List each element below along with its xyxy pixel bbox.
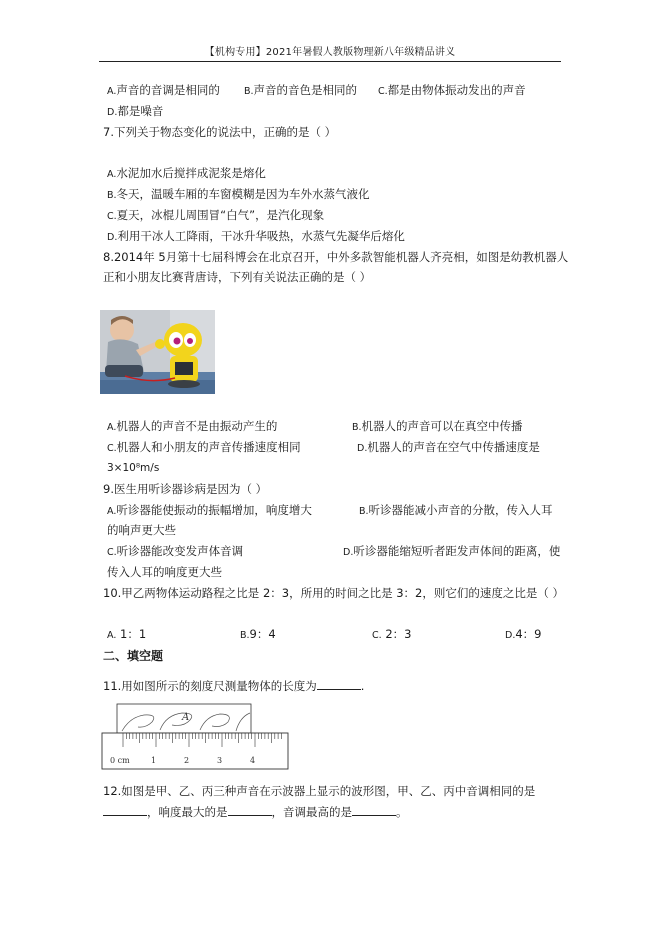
q7-option-b: B.冬天，温暖车厢的车窗模糊是因为车外水蒸气液化: [107, 187, 370, 201]
q11-stem: 11.用如图所示的刻度尺测量物体的长度为 .: [103, 679, 365, 693]
q10-option-b: B.9：4: [240, 627, 276, 641]
q12-answer-blank-3[interactable]: [352, 804, 396, 816]
q6-option-a: A.声音的音调是相同的: [107, 83, 220, 97]
q6-option-b: B.声音的音色是相同的: [244, 83, 358, 97]
ruler-label-3: 3: [217, 756, 223, 765]
q9-stem: 9.医生用听诊器诊病是因为（ ）: [103, 482, 268, 496]
q12-answer-blank-2[interactable]: [228, 804, 272, 816]
q7-option-d: D.利用干冰人工降雨，干冰升华吸热，水蒸气先凝华后熔化: [107, 229, 405, 243]
q7-option-c: C.夏天，冰棍儿周围冒“白气”，是汽化现象: [107, 208, 325, 222]
q9-option-d-continued: 传入人耳的响度更大些: [107, 565, 222, 579]
q9-option-b: B.听诊器能减小声音的分散，传入人耳: [359, 503, 553, 517]
q10-option-a: A. 1：1: [107, 627, 147, 641]
q9-option-a: A.听诊器能使振动的振幅增加，响度增大: [107, 503, 312, 517]
q7-option-a: A.水泥加水后搅拌成泥浆是熔化: [107, 166, 266, 180]
q9-option-a-continued: 的响声更大些: [107, 523, 176, 537]
ruler-label-1: 1: [151, 756, 157, 765]
q12-answer-blank-1[interactable]: [103, 804, 147, 816]
q6-option-d: D.都是噪音: [107, 104, 164, 118]
q8-option-c: C.机器人和小朋友的声音传播速度相同: [107, 440, 301, 454]
q7-stem: 7.下列关于物态变化的说法中，正确的是（ ）: [103, 125, 337, 139]
q9-option-c: C.听诊器能改变发声体音调: [107, 544, 244, 558]
q12-line1: 12.如图是甲、乙、丙三种声音在示波器上显示的波形图，甲、乙、丙中音调相同的是: [103, 784, 536, 798]
q10-option-d: D.4：9: [505, 627, 542, 641]
section-title-fill-in: 二、填空题: [103, 649, 164, 663]
q8-stem-line2: 正和小朋友比赛背唐诗，下列有关说法正确的是（ ）: [103, 270, 372, 284]
q8-option-d-continued: 3×10⁸m/s: [107, 462, 160, 474]
page-header: 【机构专用】2021年暑假人教版物理新八年级精品讲义: [204, 47, 456, 58]
q10-option-c: C. 2：3: [372, 627, 412, 641]
object-label-a: A: [182, 712, 190, 723]
ruler-label-4: 4: [250, 756, 256, 765]
q8-stem-line1: 8.2014年 5月第十七届科博会在北京召开，中外多款智能机器人齐亮相，如图是幼教机器人: [103, 250, 569, 264]
ruler-label-0: 0 cm: [110, 756, 130, 765]
ruler-figure: [100, 703, 290, 773]
robot-child-photo: [100, 310, 215, 394]
q9-option-d: D.听诊器能缩短听者距发声体间的距离，使: [343, 544, 561, 558]
q12-line2: ，响度最大的是 ，音调最高的是 。: [103, 804, 408, 820]
q8-option-b: B.机器人的声音可以在真空中传播: [352, 419, 523, 433]
q11-answer-blank[interactable]: [317, 678, 361, 690]
ruler-label-2: 2: [184, 756, 190, 765]
q8-option-a: A.机器人的声音不是由振动产生的: [107, 419, 278, 433]
q6-option-c: C.都是由物体振动发出的声音: [378, 83, 526, 97]
header-divider: [99, 61, 561, 62]
q8-option-d: D.机器人的声音在空气中传播速度是: [357, 440, 540, 454]
q10-stem: 10.甲乙两物体运动路程之比是 2：3，所用的时间之比是 3：2，则它们的速度之比是（ ）: [103, 586, 565, 600]
